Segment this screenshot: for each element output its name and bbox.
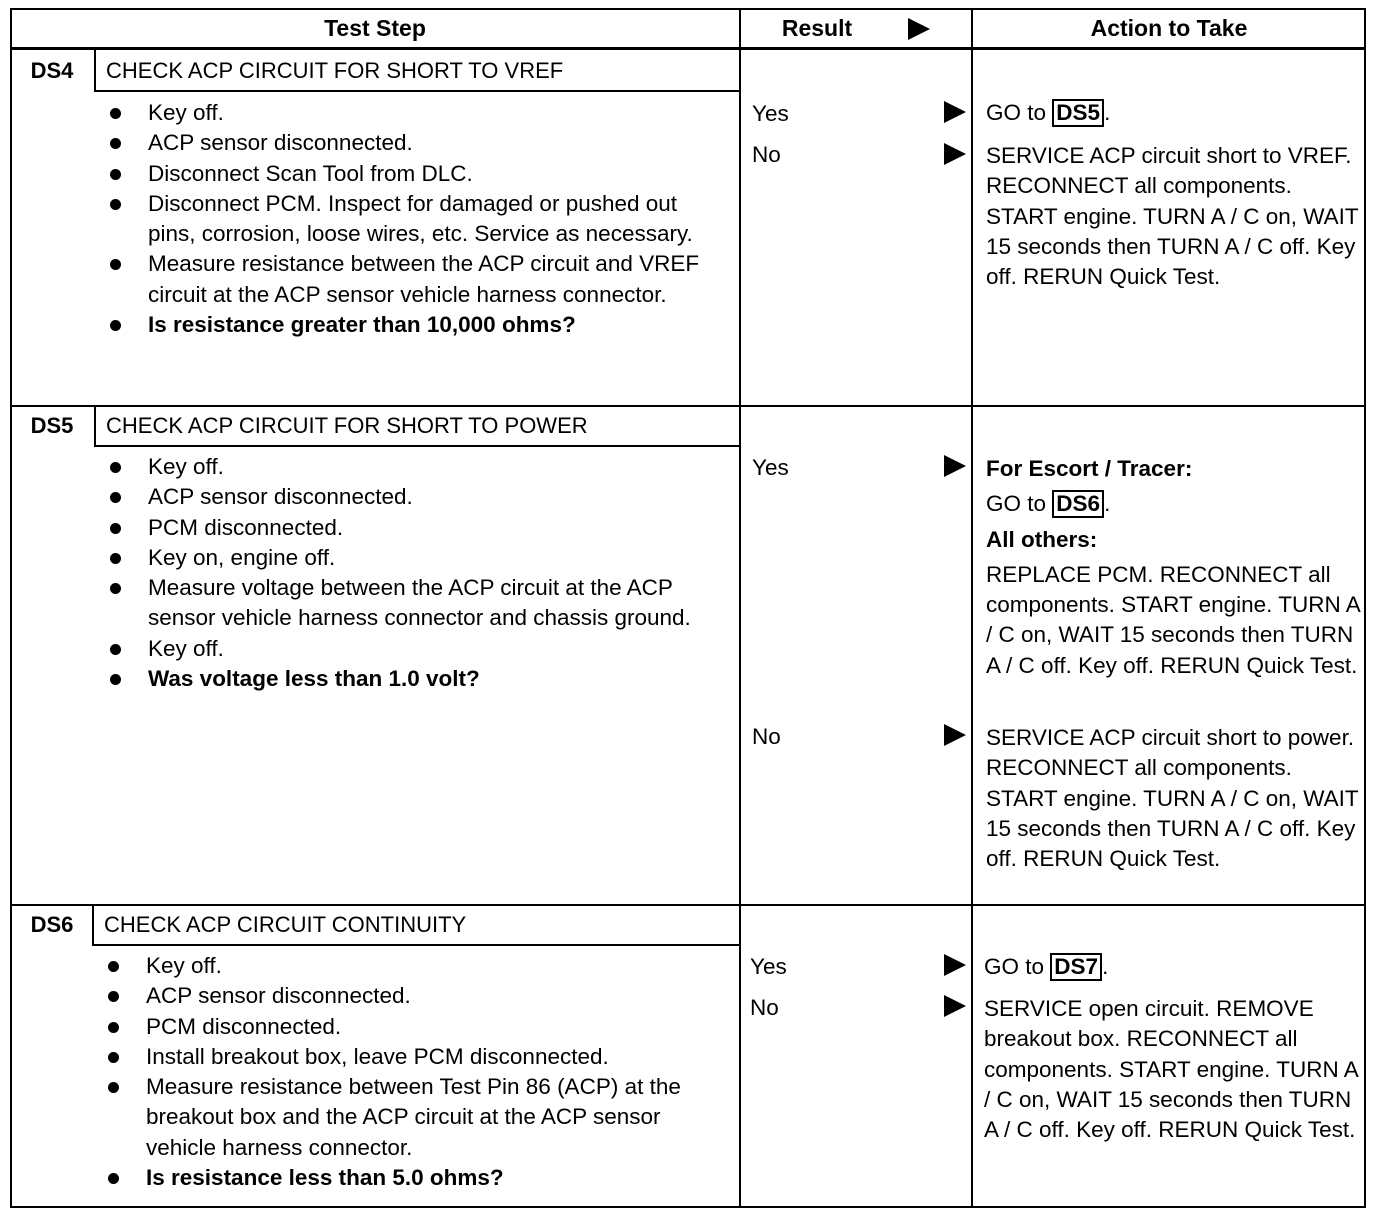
action-no-text-ds5: SERVICE ACP circuit short to power. RECONNECT all components. START engine. TURN A / C on, WAIT 15 seconds then TURN A / C off. Key off. RERUN Quick Test. <box>986 725 1359 872</box>
result-yes-ds5: Yes <box>752 455 789 480</box>
action-goto-suffix: . <box>1104 491 1111 517</box>
step-code-ds6: DS6 <box>30 912 74 937</box>
result-no-ds5: No <box>752 724 781 749</box>
bullet-item: Install breakout box, leave PCM disconnected. <box>104 1042 724 1072</box>
bullet-item: Disconnect Scan Tool from DLC. <box>106 159 726 189</box>
bullet-item: Key off. <box>106 634 726 664</box>
action-no-text-ds6: SERVICE open circuit. REMOVE breakout box. RECONNECT all components. START engine. TURN A / C on, WAIT 15 seconds then TURN A / C off. Key off. RERUN Quick Test. <box>984 996 1358 1143</box>
bullet-item: Key on, engine off. <box>106 543 726 573</box>
title-underline-ds4 <box>94 90 740 92</box>
action-goto-text: GO to <box>984 954 1045 979</box>
step-question-ds6: Is resistance less than 5.0 ohms? <box>104 1163 724 1193</box>
action-goto-text: GO to <box>986 100 1047 125</box>
bullet-item: Key off. <box>104 951 724 981</box>
action-yes-others-text: REPLACE PCM. RECONNECT all components. START engine. TURN A / C on, WAIT 15 seconds then TURN A / C off. Key off. RERUN Quick Test. <box>986 561 1360 678</box>
arrow-right-icon <box>944 101 966 123</box>
divider-result-action <box>971 8 973 1208</box>
bullet-item: ACP sensor disconnected. <box>104 981 724 1011</box>
bullet-item: PCM disconnected. <box>104 1012 724 1042</box>
action-no-ds4 <box>986 141 1364 292</box>
header-result-label: Result <box>781 15 853 41</box>
bullet-item: Measure voltage between the ACP circuit at the ACP sensor vehicle harness connector and chassis ground. <box>106 573 726 634</box>
row-divider-ds4-ds5 <box>10 405 1366 407</box>
bullet-item: PCM disconnected. <box>106 513 726 543</box>
step-ref-ds7: DS7 <box>1050 953 1102 981</box>
bullet-item: ACP sensor disconnected. <box>106 128 726 158</box>
step-question-ds4: Is resistance greater than 10,000 ohms? <box>106 310 726 340</box>
step-bullets-ds6 <box>104 951 724 1193</box>
step-code-ds4: DS4 <box>30 58 74 83</box>
action-yes-ds6 <box>984 952 1362 982</box>
step-ref-ds5: DS5 <box>1052 99 1104 127</box>
action-goto-suffix: . <box>1104 100 1111 125</box>
action-no-text-ds4: SERVICE ACP circuit short to VREF. RECONNECT all components. START engine. TURN A / C on, WAIT 15 seconds then TURN A / C off. Key off. RERUN Quick Test. <box>986 143 1359 290</box>
code-divider-ds4 <box>94 50 96 90</box>
step-bullets-ds5 <box>106 452 726 694</box>
result-no-ds6: No <box>750 995 779 1020</box>
left-border <box>10 8 12 1208</box>
action-heading-others: All others: <box>986 526 1098 552</box>
arrow-right-icon <box>944 724 966 746</box>
action-no-ds5 <box>986 723 1364 874</box>
bullet-item: ACP sensor disconnected. <box>106 482 726 512</box>
action-heading-escort: For Escort / Tracer: <box>986 456 1193 481</box>
action-yes-ds5 <box>986 454 1364 681</box>
step-ref-ds6: DS6 <box>1052 490 1104 518</box>
header-action: Action to Take <box>972 8 1366 50</box>
bullet-item: Key off. <box>106 98 726 128</box>
row-divider-ds5-ds6 <box>10 904 1366 906</box>
bullet-item: Disconnect PCM. Inspect for damaged or pushed out pins, corrosion, loose wires, etc. Service as necessary. <box>106 189 726 250</box>
step-question-ds5: Was voltage less than 1.0 volt? <box>106 664 726 694</box>
action-yes-ds4 <box>986 98 1364 128</box>
arrow-right-icon <box>944 143 966 165</box>
action-no-ds6 <box>984 994 1362 1145</box>
bullet-item: Key off. <box>106 452 726 482</box>
result-yes-ds4: Yes <box>752 101 789 126</box>
header-arrow-icon <box>908 18 930 40</box>
result-no-ds4: No <box>752 142 781 167</box>
bullet-item: Measure resistance between Test Pin 86 (ACP) at the breakout box and the ACP circuit at the ACP sensor vehicle harness connector. <box>104 1072 724 1163</box>
code-divider-ds5 <box>94 405 96 445</box>
title-underline-ds5 <box>94 445 740 447</box>
diagnostic-table <box>10 8 1366 1208</box>
result-yes-ds6: Yes <box>750 954 787 979</box>
step-code-ds5: DS5 <box>30 413 74 438</box>
action-goto-text: GO to <box>986 491 1047 517</box>
arrow-right-icon <box>944 954 966 976</box>
step-title-ds5: CHECK ACP CIRCUIT FOR SHORT TO POWER <box>106 413 588 438</box>
header-test-step: Test Step <box>10 8 740 50</box>
step-title-ds6: CHECK ACP CIRCUIT CONTINUITY <box>104 912 467 937</box>
bullet-item: Measure resistance between the ACP circuit and VREF circuit at the ACP sensor vehicle harness connector. <box>106 249 726 310</box>
right-border <box>1364 8 1366 1208</box>
divider-step-result <box>739 8 741 1208</box>
arrow-right-icon <box>944 455 966 477</box>
arrow-right-icon <box>944 995 966 1017</box>
title-underline-ds6 <box>92 944 740 946</box>
action-goto-suffix: . <box>1102 954 1109 979</box>
step-title-ds4: CHECK ACP CIRCUIT FOR SHORT TO VREF <box>106 58 564 83</box>
step-bullets-ds4 <box>106 98 726 340</box>
bottom-border <box>10 1206 1366 1208</box>
header-result <box>740 8 972 50</box>
